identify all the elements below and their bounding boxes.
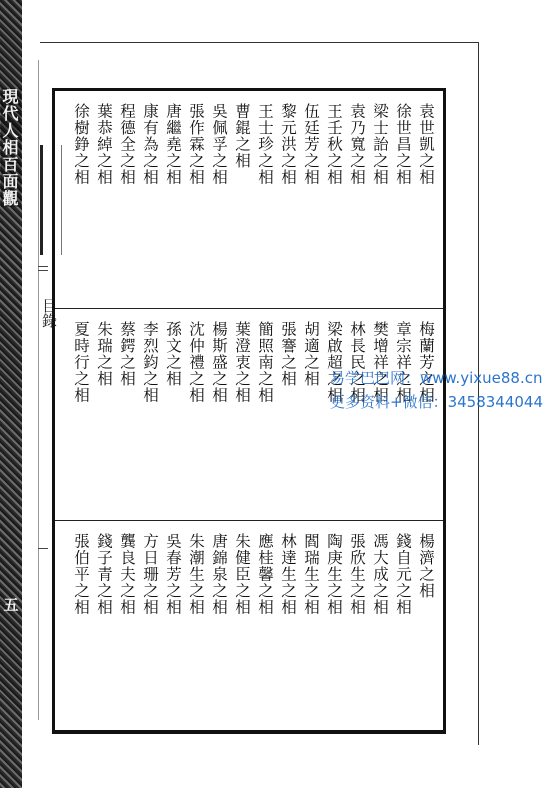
contents-entry: 楊斯盛之相 bbox=[210, 321, 228, 404]
spine-title: 現代人相百面觀 bbox=[0, 88, 19, 207]
contents-entry: 徐世昌之相 bbox=[394, 103, 412, 186]
contents-entry: 袁乃寬之相 bbox=[348, 103, 366, 186]
contents-entry: 張作霖之相 bbox=[187, 103, 205, 186]
watermark-line-2: 更多资料+微信：3458344044 bbox=[330, 393, 543, 411]
contents-entry: 梁士詒之相 bbox=[371, 103, 389, 186]
watermark bbox=[330, 366, 543, 414]
contents-entry: 張伯平之相 bbox=[72, 533, 90, 616]
contents-entry: 曹錕之相 bbox=[233, 103, 251, 169]
contents-entry: 梅蘭芳之相 bbox=[417, 321, 435, 404]
gutter-divider bbox=[38, 60, 39, 720]
contents-entry: 梁啟超之相 bbox=[325, 321, 343, 404]
contents-entry: 應桂馨之相 bbox=[256, 533, 274, 616]
contents-entry: 張欣生之相 bbox=[348, 533, 366, 616]
contents-entry: 唐繼堯之相 bbox=[164, 103, 182, 186]
contents-entry: 朱瑞之相 bbox=[95, 321, 113, 387]
contents-entry: 葉恭綽之相 bbox=[95, 103, 113, 186]
contents-entry: 李烈鈞之相 bbox=[141, 321, 159, 404]
contents-section-3 bbox=[55, 521, 443, 730]
contents-entry: 章宗祥之相 bbox=[394, 321, 412, 404]
contents-entry: 朱潮生之相 bbox=[187, 533, 205, 616]
watermark-line-1: 易学巴巴网：www.yixue88.cn bbox=[330, 369, 543, 387]
contents-entry: 楊濟之相 bbox=[417, 533, 435, 599]
contents-entry: 唐錦泉之相 bbox=[210, 533, 228, 616]
contents-entry: 葉澄衷之相 bbox=[233, 321, 251, 404]
contents-entry: 吳佩孚之相 bbox=[210, 103, 228, 186]
contents-entry: 朱健臣之相 bbox=[233, 533, 251, 616]
contents-entry: 袁世凱之相 bbox=[417, 103, 435, 186]
contents-entry: 王壬秋之相 bbox=[325, 103, 343, 186]
contents-entry: 徐樹錚之相 bbox=[72, 103, 90, 186]
contents-entry: 蔡鍔之相 bbox=[118, 321, 136, 387]
book-spine bbox=[0, 0, 22, 788]
page-number: 五 bbox=[3, 596, 19, 614]
contents-entry: 馮大成之相 bbox=[371, 533, 389, 616]
contents-entry: 樊增祥之相 bbox=[371, 321, 389, 404]
contents-entry: 沈仲禮之相 bbox=[187, 321, 205, 404]
contents-section-2 bbox=[55, 309, 443, 521]
contents-entry: 吳春芳之相 bbox=[164, 533, 182, 616]
contents-entry: 王士珍之相 bbox=[256, 103, 274, 186]
contents-entry: 胡適之相 bbox=[302, 321, 320, 387]
contents-section-1 bbox=[55, 91, 443, 309]
contents-entry: 方日珊之相 bbox=[141, 533, 159, 616]
contents-entry: 張謇之相 bbox=[279, 321, 297, 387]
contents-entry: 錢自元之相 bbox=[394, 533, 412, 616]
gutter-fragment-text: 目錄 bbox=[40, 298, 58, 328]
contents-entry: 林達生之相 bbox=[279, 533, 297, 616]
contents-entry: 簡照南之相 bbox=[256, 321, 274, 404]
contents-entry: 龔良夫之相 bbox=[118, 533, 136, 616]
contents-entry: 伍廷芳之相 bbox=[302, 103, 320, 186]
contents-entry: 錢子青之相 bbox=[95, 533, 113, 616]
contents-entry: 閻瑞生之相 bbox=[302, 533, 320, 616]
contents-entry: 黎元洪之相 bbox=[279, 103, 297, 186]
contents-entry: 夏時行之相 bbox=[72, 321, 90, 404]
contents-entry: 陶庚生之相 bbox=[325, 533, 343, 616]
contents-entry: 程德全之相 bbox=[118, 103, 136, 186]
contents-entry: 林長民之相 bbox=[348, 321, 366, 404]
contents-entry: 孫文之相 bbox=[164, 321, 182, 387]
contents-entry: 康有為之相 bbox=[141, 103, 159, 186]
